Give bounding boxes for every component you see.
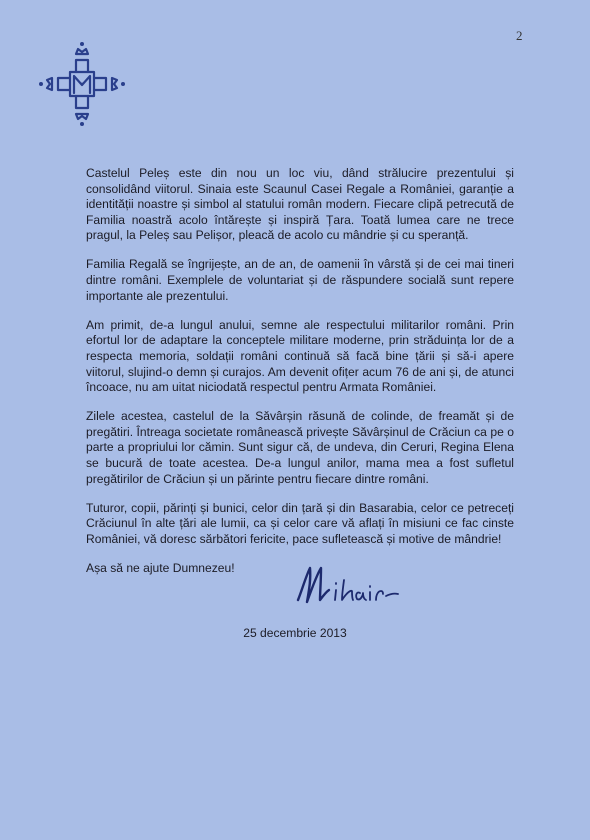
paragraph: Zilele acestea, castelul de la Săvârșin răsună de colinde, de freamăt și de pregătiri. Întreaga societate românească privește Săvârșinul de Crăciun ca pe o parte a propriului lor cămin. Sunt sigur că, de undeva, din Ceruri, Regina Elena se bucură de toate acestea. De-a lungul anilor, mama mea a fost sufletul pregătirilor de Crăciun și un părinte pentru fiecare dintre români. [86, 409, 514, 486]
letter-body [86, 166, 514, 577]
letter-date: 25 decembrie 2013 [243, 626, 347, 640]
royal-cross-monogram-icon [36, 38, 128, 130]
handwritten-signature [290, 560, 440, 612]
page-number: 2 [516, 28, 523, 43]
paragraph: Am primit, de-a lungul anului, semne ale respectului militarilor români. Prin efortul lor de adaptare la conceptele militare moderne, prin străduința lor de a respecta memoria, soldații români continuă să facă bine țării și să-i apere viitorul, slujind-o demn și curajos. Am devenit ofițer acum 76 de ani și, de atunci încoace, nu am uitat niciodată respectul pentru Armata României. [86, 317, 514, 395]
paragraph: Familia Regală se îngrijește, an de an, de oamenii în vârstă și de cei mai tineri dintre români. Exemplele de voluntariat și de răspundere socială sunt repere importante ale prezentului. [86, 257, 514, 303]
paragraph: Tuturor, copii, părinți și bunici, celor din țară și din Basarabia, celor ce petreceți Crăciunul în alte țări ale lumii, ca și celor care vă aflați în misiuni ce fac cinste României, vă doresc sărbători fericite, pace sufletească și motive de mândrie! [86, 500, 514, 546]
closing-line: Așa să ne ajute Dumnezeu! [86, 560, 235, 575]
paragraph: Castelul Peleș este din nou un loc viu, dând strălucire prezentului și consolidând viitorul. Sinaia este Scaunul Casei Regale a României, garanție a identității noastre și simbol al statului român modern. Fiecare clipă petrecută de Familia noastră acolo întărește și inspiră Țara. Toată lumea care ne trece pragul, la Peleș sau Pelișor, pleacă de acolo cu mândrie și cu speranță. [86, 166, 514, 243]
